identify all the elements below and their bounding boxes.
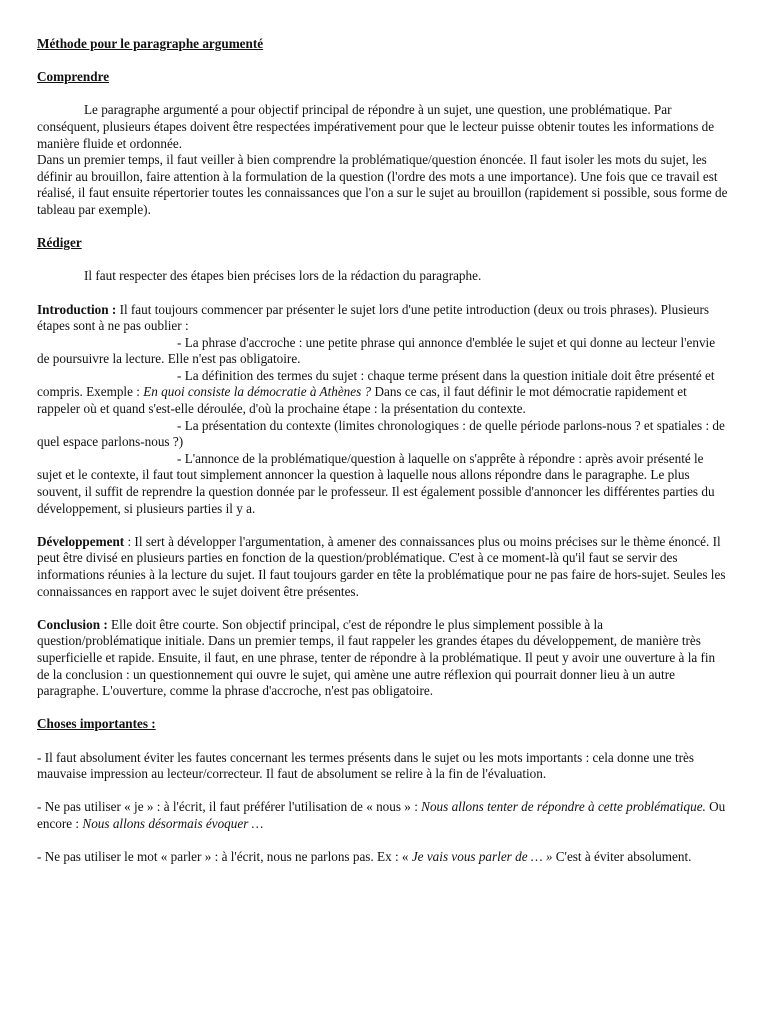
choses-parler-example: Je vais vous parler de … » [411, 849, 553, 865]
introduction-item-definition [37, 368, 729, 418]
conclusion-text: Elle doit être courte. Son objectif principal, c'est de répondre le plus simplement possible à la question/problématique initiale. Dans un premier temps, il faut rappeler les grandes étapes du développement, de manière très superficielle et rapide. Ensuite, il faut, en une phrase, tenter de répondre à la problématique. Il peut y avoir une ouverture à la fin de la conclusion : un questionnement qui ouvre le sujet, qui amène une autre réflexion qui pourrait donner lieu à un autre paragraphe. L'ouverture, comme la phrase d'accroche, n'est pas obligatoire. [37, 616, 716, 699]
conclusion-label: Conclusion : [37, 616, 108, 632]
item-definition-text-b: Dans ce cas, il faut définir le mot démocratie rapidement et rappeler où et quand s'est-elle déroulée, d'où la prochaine étape : la présentation du contexte. [37, 384, 687, 417]
choses-item-parler [37, 849, 729, 866]
choses-parler-text-b: C'est à éviter absolument. [552, 849, 692, 865]
introduction-item-contexte: - La présentation du contexte (limites chronologiques : de quelle période parlons-nous ? et spatiales : de quel espace parlons-nous ?) [37, 417, 725, 450]
introduction-text: Il faut toujours commencer par présenter le sujet lors d'une petite introduction (deux ou trois phrases). Plusieurs étapes sont à ne pas oublier : [37, 301, 709, 334]
document-title: Méthode pour le paragraphe argumenté [37, 36, 264, 51]
choses-parler-text-a: - Ne pas utiliser le mot « parler » : à l'écrit, nous ne parlons pas. Ex : « [37, 849, 412, 865]
document-page [37, 36, 729, 866]
comprendre-paragraph-1: Le paragraphe argumenté a pour objectif principal de répondre à un sujet, une question, une problématique. Par conséquent, plusieurs étapes doivent être respectées impérativement pour que le lecteur puisse obtenir toutes les informations de manière fluide et ordonnée. [37, 102, 715, 151]
choses-je-example-2: Nous allons désormais évoquer … [82, 815, 264, 831]
rediger-intro: Il faut respecter des étapes bien précises lors de la rédaction du paragraphe. [84, 268, 482, 284]
choses-je-example-1: Nous allons tenter de répondre à cette problématique. [421, 799, 706, 815]
choses-item-fautes: - Il faut absolument éviter les fautes concernant les termes présents dans le sujet ou les mots importants : cela donne une très mauvaise impression au lecteur/correcteur. Il faut de absolument se relire à la fin de l'évaluation. [37, 749, 694, 782]
developpement-text: : Il sert à développer l'argumentation, à amener des connaissances plus ou moins précises sur le thème énoncé. Il peut être divisé en plusieurs parties en fonction de la question/problématique. C'est à ce moment-là qu'il faut se servir des informations réunies à la lecture du sujet. Il faut toujours garder en tête la problématique pour ne pas faire de hors-sujet. Seules les connaissances en rapport avec le sujet doivent être présentes. [37, 533, 726, 599]
introduction-item-accroche: - La phrase d'accroche : une petite phrase qui annonce d'emblée le sujet et qui donne au lecteur l'envie de poursuivre la lecture. Elle n'est pas obligatoire. [37, 334, 716, 367]
item-definition-text-a: - La définition des termes du sujet : chaque terme présent dans la question initiale doit être présenté et compris. Exemple : [37, 367, 715, 400]
introduction-paragraph [37, 302, 729, 335]
introduction-label: Introduction : [37, 301, 117, 317]
developpement-label: Développement [37, 533, 125, 549]
heading-rediger: Rédiger [37, 235, 82, 251]
comprendre-paragraph-2: Dans un premier temps, il faut veiller à bien comprendre la problématique/question énoncée. Il faut isoler les mots du sujet, les définir au brouillon, faire attention à la formulation de la question (l'ordre des mots a une importance). Une fois que ce travail est réalisé, il faut ensuite répertorier toutes les connaissances que l'on a sur le sujet au brouillon (rapidement si possible, sous forme de tableau par exemple). [37, 152, 728, 217]
choses-item-je [37, 799, 729, 832]
heading-comprendre: Comprendre [37, 69, 110, 85]
developpement-paragraph [37, 534, 729, 600]
conclusion-paragraph [37, 617, 729, 700]
choses-je-text-b: Ou encore : [37, 799, 726, 831]
choses-je-text-a: - Ne pas utiliser « je » : à l'écrit, il faut préférer l'utilisation de « nous » : [37, 799, 422, 815]
item-definition-example: En quoi consiste la démocratie à Athènes ? [143, 384, 372, 400]
heading-choses-importantes: Choses importantes : [37, 716, 156, 732]
introduction-item-annonce: - L'annonce de la problématique/question à laquelle on s'apprête à répondre : après avoir présenté le sujet et le contexte, il faut tout simplement annoncer la question à laquelle nous allons répondre dans le paragraphe. Le plus souvent, il suffit de reprendre la question donnée par le professeur. Il est également possible d'annoncer les différentes parties du développement, si plusieurs parties il y a. [37, 450, 715, 516]
